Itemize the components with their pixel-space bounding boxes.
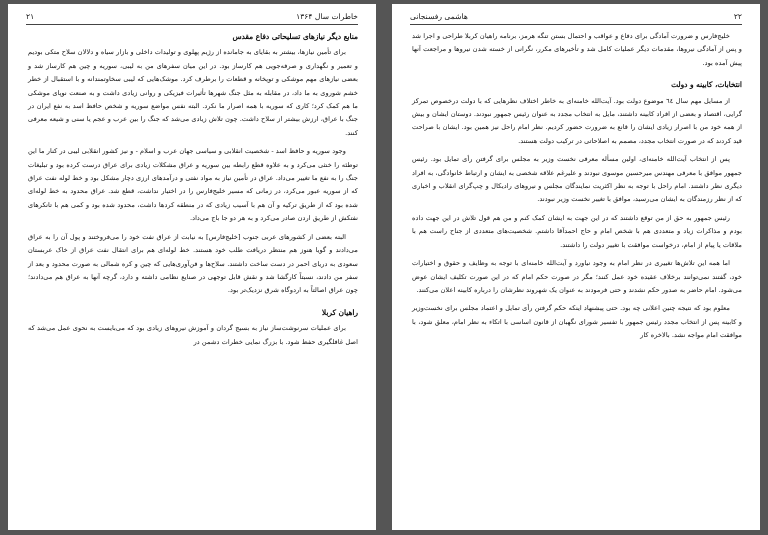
paragraph: البته بعضی از کشورهای عربی جنوب [خلیج‌فارس] به نیابت از عراق نفت خود را می‌فروختند و پول آن را به عراق می‌دادند و گویا هنوز هم منتظر دریافت طلب خود هستند. خط لوله‌ای هم برای انتقال نفت عراق از خاک عربستان سعودی به دریای احمر در دست ساخت داشتند. سلاح‌ها و فن‌آوری‌هایی که چین و کره شمالی به صورت محدود و بعد از سفر من دادند، نسبتاً کارگشا شد و نقش قابل توجهی در صنایع نظامی داشته و دارد، گرچه آنها به عراق هم می‌دادند؛ چون عراق اصالتاً به اردوگاه شرق نزدیک‌تر بود. bbox=[28, 232, 358, 295]
paragraph: برای عملیات سرنوشت‌ساز نیاز به بسیج گردان و آموزش نیروهای زیادی بود که می‌بایست به نحوی عمل می‌شد که اصل غافلگیری حفظ شود. با بزرگ نمایی خطرات دشمن در bbox=[28, 324, 358, 346]
paragraph: اما همه این تلاش‌ها تغییری در نظر امام به وجود نیاورد و آیت‌الله خامنه‌ای با توجه به وظایف و حقوق و اختیارات خود، گفتند نمی‌توانند برخلاف عقیده خود عمل کنند؛ مگر در صورت حکم امام که در این صورت تکلیف ایشان عوض می‌شود. امام حاضر به صدور حکم نشدند و حتی فرمودند به عنوان یک شهروند نظرشان را درباره کابینه اعلان می‌کنند. bbox=[412, 259, 742, 294]
running-header bbox=[26, 12, 358, 25]
page-number: ۲۱ bbox=[26, 12, 35, 21]
section-heading: منابع دیگر نیازهای تسلیحاتی دفاع مقدس bbox=[232, 32, 358, 41]
left-page bbox=[8, 4, 376, 530]
body-text bbox=[28, 30, 358, 354]
paragraph: رئیس جمهور به حق از من توقع داشتند که در این جهت به ایشان کمک کنم و من هم قول تلاش در این جهت داده بودم و مذاکرات زیاد و متعددی هم با شخص امام و حاج احمدآقا داشتم. شخصیت‌های متعددی از جناح راست هم با ملاقات یا پیام از امام، درخواست موافقت با تغییر دولت را داشتند. bbox=[412, 213, 742, 249]
paragraph: برای تأمین نیازها، بیشتر به بقایای به جامانده از رژیم پهلوی و تولیدات داخلی و بازار سیاه و دلالان سلاح متکی بودیم و تعمیر و نگهداری و صرفه‌جویی هم کارساز بود. در این میان سفرهای من به لیبی، سوریه و چین هم کارساز شد و بعضی نیازهای مهم موشکی و توپخانه و قطعات را برطرف کرد. موشک‌هایی که لیبی سخاوتمندانه و با استقبال از خطر خشم شوروی به ما داد، در مقابله به مثل جنگ شهرها تأثیرات فیزیکی و روانی زیادی داشت و به صنعت نوپای موشکی ما هم کمک کرد؛ کاری که سوریه با همه اصرار ما نکرد. البته نفس مواضع سوریه و شخص حافظ اسد به نفع ایران در جنگ با عراق، ارزش بیشتر از سلاح داشت. چون تلاش زیادی می‌شد که جنگ را بین عرب و عجم یا سنی و شیعه معرفی کنند. bbox=[28, 48, 358, 137]
running-head-title: هاشمی رفسنجانی bbox=[410, 12, 468, 21]
running-header bbox=[410, 12, 742, 25]
paragraph: خلیج‌فارس و ضرورت آمادگی برای دفاع و عواقب و احتمال بستن تنگه هرمز، برنامه راهیان کربلا طراحی و اجرا شد و پس از آمادگی نیروها، مقدمات دیگر عملیات کامل شد و تأخیرهای مکرر، نگرانی از خسته شدن نیروها و مراجعت آنها پیش آمده بود. bbox=[412, 32, 742, 67]
right-page bbox=[392, 4, 760, 530]
section-heading: انتخابات، کابینه و دولت bbox=[671, 80, 742, 90]
paragraph: وجود سوریه و حافظ اسد - شخصیت انقلابی و سیاسی جهان عرب و اسلام - و نیز کشور انقلابی لیبی در کنار ما این توطئه را خنثی می‌کرد و به علاوه قطع رابطه بین سوریه و عراق مشکلات زیادی برای عراق درست کرده بود و تبلیغات جنگ را به نفع ما تغییر می‌داد. عراق در تأمین نیاز به مواد نفتی و درآمدهای ارزی دچار مشکل بود و خط لوله نفت عراق که از سوریه عبور می‌کرد، در زمانی که مسیر خلیج‌فارس را در اختیار نداشت، قطع شد. عراق محدود به خط لوله‌ای شده بود که از طریق ترکیه و آن هم با آسیب زیادی که در منطقه کردها داشت، محدود شده بود و کمی هم با تانکرهای نفتکش از طریق اردن صادر می‌کرد و به هر دو جا باج می‌داد. bbox=[28, 147, 358, 223]
page-number: ۲۲ bbox=[733, 12, 742, 21]
paragraph: از مسایل مهم سال ٦٤ موضوع دولت بود. آیت‌الله خامنه‌ای به خاطر اختلاف نظرهایی که با دولت درخصوص تمرکز گرایی، اقتصاد و بعضی از افراد کابینه داشتند، مایل به انتخاب مجدد به عنوان رئیس جمهور نبودند. دوستان ایشان و بیش از همه خود من با اصرار زیادی ایشان را قانع به ضرورت حضور کردیم. نظر امام راحل نیز همین بود. ایشان با صراحت قید کردند که در صورت انتخاب مجدد، مصمم به اصلاحاتی در ترکیب دولت هستند. bbox=[412, 96, 742, 145]
running-head-title: خاطرات سال ۱۳۶۴ bbox=[296, 12, 358, 21]
section-heading: راهیان کربلا bbox=[321, 307, 358, 317]
paragraph: معلوم بود که نتیجه چنین اعلانی چه بود. حتی پیشنهاد اینکه حکم گرفتن رأی تمایل و اعتماد مجلس برای نخست‌وزیر و کابینه پس از انتخاب مجدد رئیس جمهور با تفسیر شورای نگهبان از قانون اساسی با اتکاء به نظر امام، معلق شود، با موافقت امام مواجه نشد. بالاخره کار bbox=[412, 304, 742, 340]
paragraph: پس از انتخاب آیت‌الله خامنه‌ای، اولین مسأله معرفی نخست وزیر به مجلس برای گرفتن رأی تمایل بود. رئیس جمهور موافق با معرفی مهندس میرحسین موسوی نبودند و علیرغم علاقه شخصی به ایشان و ارتباط خانوادگی، به افراد دیگری نظر داشتند. امام راحل با توجه به نظر اکثریت نمایندگان مجلس و نیروهای رادیکال و چپ‌گرای انقلاب و اخباری که از نظر رزمندگان به ایشان می‌رسید، موافق با تغییر نخست وزیر نبودند. bbox=[412, 155, 742, 204]
body-text bbox=[412, 30, 742, 348]
